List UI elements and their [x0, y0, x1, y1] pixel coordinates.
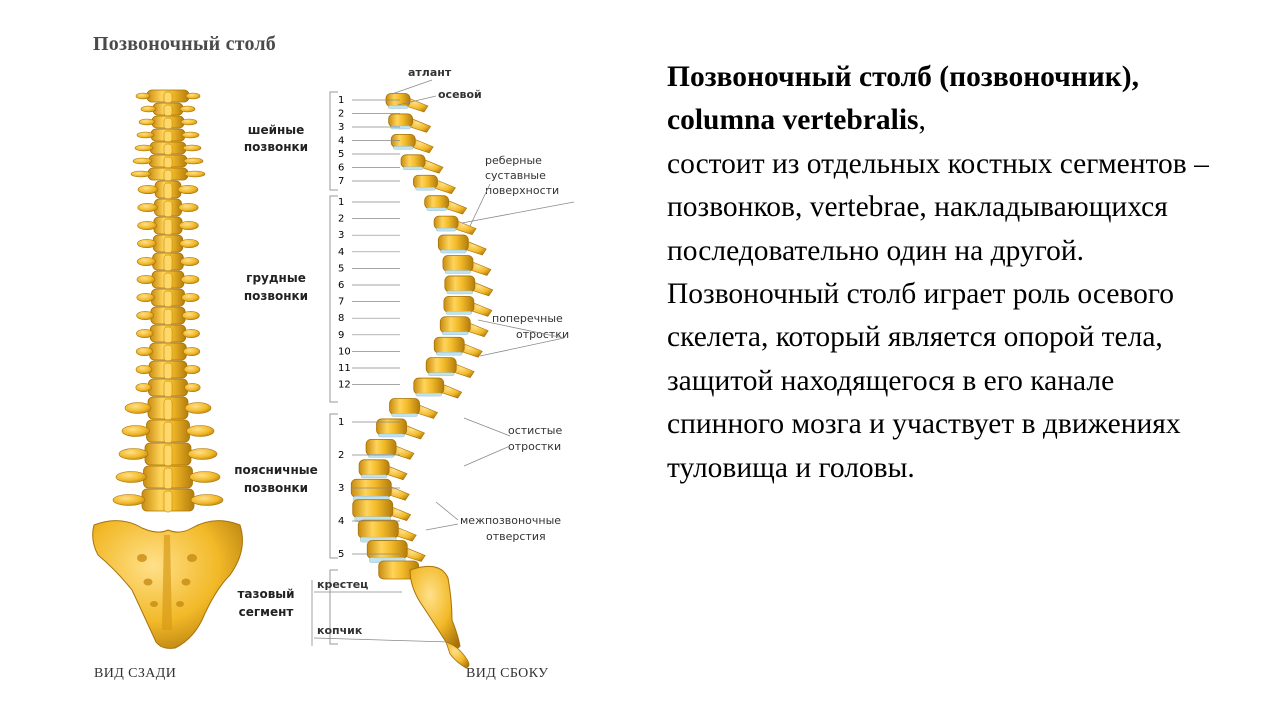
region-bracket [330, 196, 338, 402]
back-vertebra [137, 289, 199, 307]
back-vertebra [141, 103, 195, 116]
region-label-pelvic-2: сегмент [238, 605, 294, 619]
region-label-lumbar-2: позвонки [243, 481, 309, 495]
thoracic-number: 1 [338, 197, 345, 208]
region-label-cervical-1: шейные [247, 123, 305, 137]
region-label-thoracic-2: позвонки [243, 289, 309, 303]
back-vertebra [137, 235, 198, 253]
thoracic-number: 11 [338, 363, 351, 374]
side-vertebra [366, 439, 414, 459]
thoracic-number: 3 [338, 230, 345, 242]
side-vertebra [391, 134, 433, 153]
label-foramina-1: межпозвоночные [460, 514, 562, 527]
spine-illustration [80, 30, 620, 705]
thoracic-number: 7 [338, 296, 345, 308]
back-vertebra [133, 155, 203, 168]
side-vertebra [389, 114, 431, 133]
thoracic-number: 9 [338, 329, 345, 341]
label-foramina-2: отверстия [486, 530, 546, 543]
side-vertebra [425, 196, 467, 215]
spine-figure [80, 30, 620, 700]
side-vertebra [359, 460, 407, 480]
side-vertebra [438, 235, 486, 255]
back-vertebra [125, 397, 211, 420]
thoracic-number: 6 [338, 280, 345, 291]
back-vertebra [136, 325, 199, 343]
description-title: Позвоночный столб (позвоночник), columna vertebralis [667, 61, 1139, 137]
side-vertebra [444, 296, 492, 316]
label-spinous-2: отростки [508, 440, 562, 453]
caption-posterior-view: ВИД СЗАДИ [94, 666, 177, 681]
label-sacrum: крестец [317, 578, 369, 591]
back-vertebra [139, 116, 197, 129]
region-label-lumbar-1: поясничные [234, 463, 318, 477]
back-vertebra [136, 90, 200, 103]
back-vertebra [137, 271, 199, 289]
back-vertebra [113, 489, 223, 512]
back-vertebra [136, 379, 200, 397]
region-label-thoracic-1: грудные [246, 271, 306, 285]
side-vertebra [367, 541, 425, 563]
thoracic-number: 4 [338, 246, 345, 258]
description-title-comma: , [918, 104, 926, 137]
back-vertebra [137, 307, 200, 325]
side-vertebra [440, 317, 488, 337]
thoracic-number: 10 [338, 346, 351, 358]
side-vertebra [353, 500, 411, 522]
thoracic-number: 2 [338, 213, 345, 225]
back-vertebra [119, 443, 217, 466]
cervical-number: 3 [338, 122, 345, 133]
thoracic-number: 12 [338, 379, 351, 391]
cervical-number: 7 [338, 176, 345, 187]
back-vertebra [116, 466, 220, 489]
back-vertebra [138, 181, 198, 199]
region-bracket [330, 414, 338, 558]
label-rib-facets-3: поверхности [485, 184, 560, 197]
cervical-number: 4 [338, 135, 345, 147]
label-rib-facets-2: суставные [485, 169, 546, 182]
lateral-view-spine [351, 94, 493, 669]
cervical-number: 1 [338, 95, 345, 106]
side-vertebra [401, 155, 443, 174]
side-vertebra [445, 276, 493, 296]
side-vertebra [443, 255, 491, 275]
lumbar-number: 3 [338, 483, 345, 494]
label-rib-facets-1: реберные [485, 154, 542, 167]
side-vertebra [413, 175, 455, 194]
description-body: состоит из отдельных костных сегментов – позвонков, vertebrae, накладывающихся последовательно один на другой. Позвоночный столб играет роль осевого скелета, который является опорой тела, защитой находящегося в его канале спинного мозга и участвует в движениях туловища и головы. [667, 147, 1209, 484]
thoracic-number: 5 [338, 263, 345, 275]
cervical-number: 2 [338, 108, 345, 120]
cervical-number: 6 [338, 162, 345, 174]
label-spinous-1: остистые [508, 424, 563, 437]
label-transverse-1: поперечные [492, 312, 563, 325]
side-vertebra [434, 216, 476, 235]
posterior-view-spine [93, 90, 243, 648]
lumbar-number: 5 [338, 549, 345, 560]
region-bracket [330, 92, 338, 190]
side-vertebra [434, 337, 482, 357]
side-vertebra [351, 479, 409, 501]
back-vertebra [136, 343, 200, 361]
back-vertebra [137, 253, 199, 271]
side-vertebra [426, 358, 474, 378]
back-vertebra [122, 420, 214, 443]
cervical-number: 5 [338, 149, 345, 160]
label-coccyx: копчик [317, 624, 363, 637]
label-axis: осевой [438, 88, 482, 101]
lumbar-number: 4 [338, 516, 345, 527]
thoracic-number: 8 [338, 313, 345, 325]
region-label-pelvic-1: тазовый [237, 587, 295, 601]
description-text [667, 56, 1227, 490]
side-vertebra [414, 378, 462, 398]
back-vertebra [137, 129, 199, 142]
lumbar-number: 2 [338, 450, 345, 461]
back-vertebra [138, 217, 199, 235]
sacrum-side-view [410, 566, 460, 648]
lumbar-number: 1 [338, 417, 345, 428]
back-vertebra [136, 361, 200, 379]
back-vertebra [135, 142, 201, 155]
caption-lateral-view: ВИД СБОКУ [466, 666, 549, 681]
back-vertebra [131, 168, 205, 181]
side-vertebra [358, 520, 416, 542]
region-label-cervical-2: позвонки [243, 140, 309, 154]
side-vertebra [390, 399, 438, 419]
label-transverse-2: отростки [516, 328, 570, 341]
back-vertebra [138, 199, 198, 217]
label-atlas: атлант [408, 66, 452, 79]
figure-title: Позвоночный столб [93, 33, 276, 55]
